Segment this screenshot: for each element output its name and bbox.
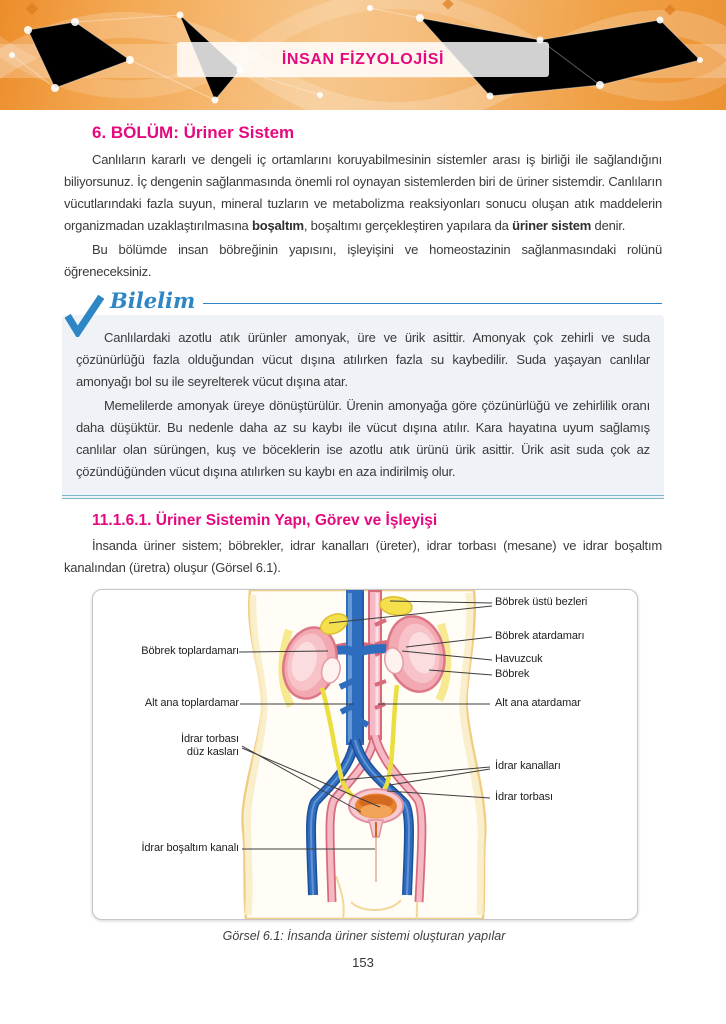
callout-paragraph-1: Canlılardaki azotlu atık ürünler amonyak, üre ve ürik asittir. Amonyak çok zehirli ve suda çözünürlüğü fazla olduğundan vücut dışına atılırken fazla su kaybedilir. Suda yaşayan canlılar amonyağı bol su ile seyrelterek vücut dışına atar. — [76, 330, 650, 389]
bold-term-bosaltim: boşaltım — [251, 218, 304, 233]
figure-box — [92, 589, 638, 920]
callout-paragraph-2: Memelilerde amonyak üreye dönüştürülür. Ürenin amonyağa göre çözünürlüğü ve zehirlilik oranı daha düşüktür. Bu nedenle daha az su kaybı ile vücut dışına atılır. Kara hayatına uyum sağlamış canlılar olan sürüngen, kuş ve böceklerin ise azotlu atık ürünü ürik asittir. Ürik asit suda çok az çözündüğünden vücut dışına atılırken su kaybı en aza indirilmiş olur. — [76, 398, 650, 479]
subsection-title: 11.1.6.1. Üriner Sistemin Yapı, Görev ve İşleyişi — [92, 512, 438, 529]
checkmark-icon — [64, 291, 104, 337]
paragraph-uriner-sistem: İnsanda üriner sistem; böbrekler, idrar kanalları (üreter), idrar torbası (mesane) ve idrar boşaltım kanalından (üretra) oluşur (Görsel 6.1). — [64, 538, 662, 575]
figure-label-adrenal-glands: Böbrek üstü bezleri — [495, 596, 588, 608]
bilelim-title: Bilelim — [110, 287, 196, 313]
figure-label-renal-vein: Böbrek toplardamarı — [141, 645, 239, 657]
bilelim-heading — [64, 285, 662, 315]
figure-label-ureters: İdrar kanalları — [495, 760, 561, 772]
figure-label-bladder-muscles: İdrar torbası düz kasları — [180, 733, 239, 758]
paragraph-intro-2: Bu bölümde insan böbreğinin yapısını, işleyişini ve homeostazinin sağlanmasındaki rolünü öğreneceksiniz. — [64, 242, 662, 279]
chapter-banner-title: İNSAN FİZYOLOJİSİ — [281, 51, 445, 68]
chapter-banner — [177, 42, 549, 77]
figure-label-urethra: İdrar boşaltım kanalı — [141, 842, 239, 854]
figure-label-abdominal-aorta: Alt ana atardamar — [495, 697, 581, 709]
section-title: 6. BÖLÜM: Üriner Sistem — [92, 123, 295, 142]
figure-label-inferior-vena-cava: Alt ana toplardamar — [144, 697, 239, 709]
bilelim-callout — [62, 315, 664, 499]
figure-label-bladder: İdrar torbası — [495, 791, 554, 803]
page-number: 153 — [352, 955, 374, 970]
bold-term-uriner-sistem: üriner sistem — [512, 218, 592, 233]
figure-label-renal-artery: Böbrek atardamarı — [495, 630, 585, 642]
bilelim-divider — [203, 303, 662, 304]
figure-label-kidney: Böbrek — [495, 668, 530, 680]
paragraph-intro-1: Canlıların kararlı ve dengeli iç ortamlarını koruyabilmesinin sistemler arası iş birliği ile sağlandığını biliyorsunuz. İç dengenin sağlanmasında önemli rol oynayan sistemlerden biri de üriner sistemdir. Canlıların vücutlarındaki fazla suyun, mineral tuzların ve metabolizma reaksiyonları sonucu oluşan atık maddelerin organizmadan uzaklaştırılmasına boşaltım, boşaltımı gerçekleştiren yapılara da üriner sistem denir. — [64, 152, 662, 233]
figure-6-1 — [92, 589, 636, 943]
figure-label-renal-pelvis: Havuzcuk — [495, 653, 543, 665]
page-header — [0, 0, 726, 110]
figure-caption: Görsel 6.1: İnsanda üriner sistemi oluşturan yapılar — [222, 929, 506, 943]
